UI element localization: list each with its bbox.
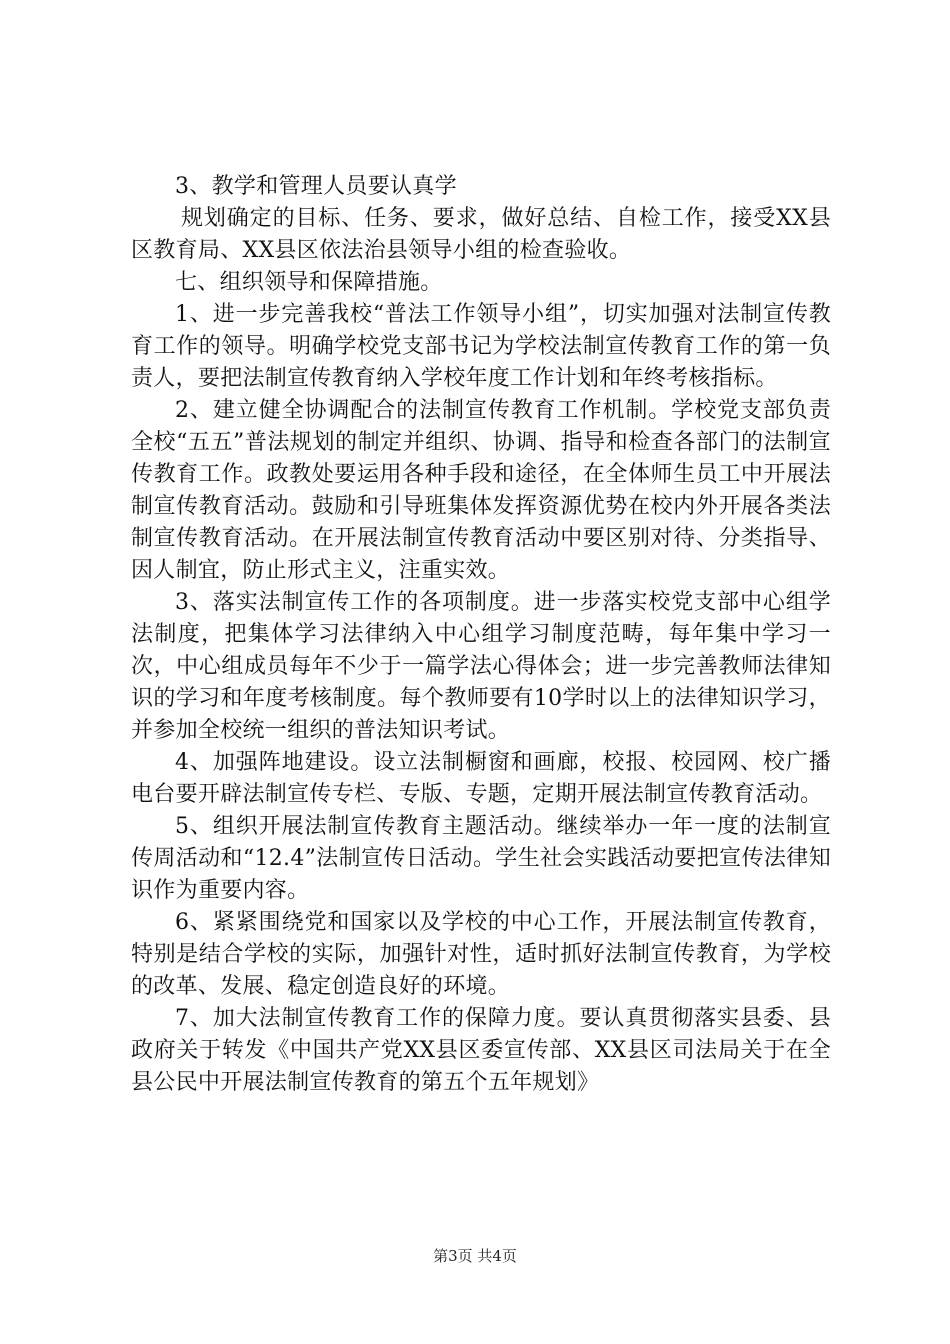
- paragraph-item-6: 6、紧紧围绕党和国家以及学校的中心工作，开展法制宣传教育，特别是结合学校的实际，加强针对性，适时抓好法制宣传教育，为学校的改革、发展、稳定创造良好的环境。: [131, 910, 831, 999]
- paragraph-item-3: 3、落实法制宣传工作的各项制度。进一步落实校党支部中心组学法制度，把集体学习法律纳入中心组学习制度范畴，每年集中学习一次，中心组成员每年不少于一篇学法心得体会；进一步完善教师法律知识的学习和年度考核制度。每个教师要有10学时以上的法律知识学习，并参加全校统一组织的普法知识考试。: [131, 590, 831, 743]
- section-heading-7: 七、组织领导和保障措施。: [175, 270, 443, 295]
- paragraph-item-2: 2、建立健全协调配合的法制宣传教育工作机制。学校党支部负责全校“五五”普法规划的制定并组织、协调、指导和检查各部门的法制宣传教育工作。政教处要运用各种手段和途径，在全体师生员工中开展法制宣传教育活动。鼓励和引导班集体发挥资源优势在校内外开展各类法制宣传教育活动。在开展法制宣传教育活动中要区别对待、分类指导、因人制宜，防止形式主义，注重实效。: [131, 398, 831, 583]
- document-body: [131, 171, 831, 1099]
- page-number-footer: 第3页 共4页: [433, 1247, 517, 1265]
- paragraph-plan-review: 规划确定的目标、任务、要求，做好总结、自检工作，接受XX县区教育局、XX县区依法治县领导小组的检查验收。: [131, 206, 831, 263]
- paragraph-item-7: 7、加大法制宣传教育工作的保障力度。要认真贯彻落实县委、县政府关于转发《中国共产党XX县区委宣传部、XX县区司法局关于在全县公民中开展法制宣传教育的第五个五年规划》: [131, 1006, 831, 1095]
- paragraph-item-1: 1、进一步完善我校“普法工作领导小组”，切实加强对法制宣传教育工作的领导。明确学校党支部书记为学校法制宣传教育工作的第一负责人，要把法制宣传教育纳入学校年度工作计划和年终考核指标。: [131, 302, 831, 391]
- paragraph-item-4: 4、加强阵地建设。设立法制橱窗和画廊，校报、校园网、校广播电台要开辟法制宣传专栏、专版、专题，定期开展法制宣传教育活动。: [131, 750, 831, 807]
- paragraph-item-5: 5、组织开展法制宣传教育主题活动。继续举办一年一度的法制宣传周活动和“12.4”法制宣传日活动。学生社会实践活动要把宣传法律知识作为重要内容。: [131, 814, 831, 903]
- paragraph-item-3-intro: 3、教学和管理人员要认真学: [175, 174, 457, 199]
